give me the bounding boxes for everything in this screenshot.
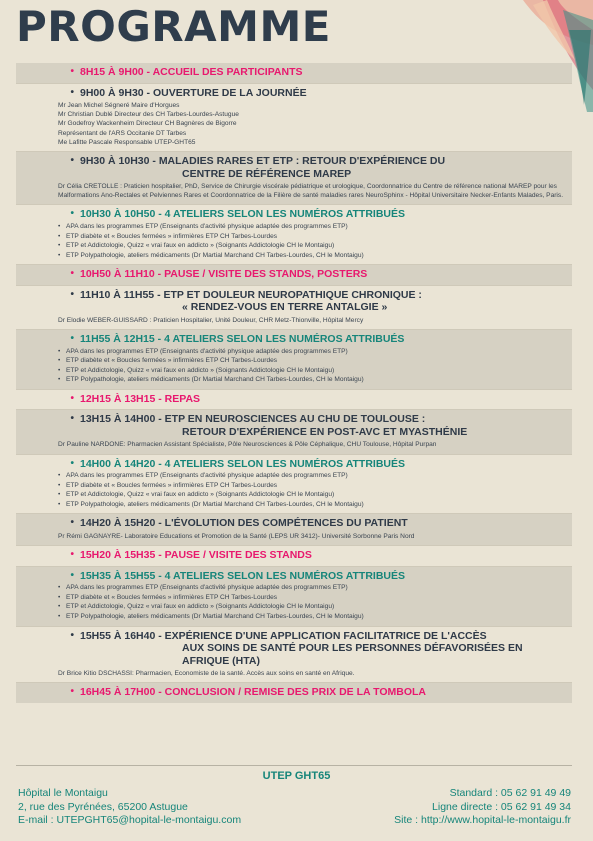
- speaker-line: Mr Godefroy Wackenheim Directeur CH Bagnères de Bigorre: [58, 120, 237, 128]
- programme-list: [16, 63, 572, 703]
- workshop-item: • APA dans les programmes ETP (Enseignants d'activité physique adaptée des programmes ETP): [66, 222, 572, 232]
- session-heading: [16, 458, 572, 471]
- session-time: 8H15 À 9H00: [80, 66, 144, 78]
- session-title: 4 ATELIERS SELON LES NUMÉROS ATTRIBUÉS: [164, 457, 406, 470]
- session-title: OUVERTURE DE LA JOURNÉE: [152, 86, 307, 99]
- session-heading-text: 11H55 À 12H15 - 4 ATELIERS SELON LES NUMÉROS ATTRIBUÉS: [80, 333, 405, 345]
- session-heading: [16, 66, 572, 79]
- session-heading: [16, 208, 572, 221]
- footer-contact-right: [394, 787, 571, 828]
- speaker-line: Représentant de l'ARS Occitanie DT Tarbes: [58, 129, 187, 137]
- footer-contact-left: [18, 787, 241, 828]
- session-block: [16, 513, 572, 545]
- session-block: [16, 626, 572, 683]
- bullet-icon: •: [70, 155, 74, 167]
- session-title-continued: CENTRE DE RÉFÉRENCE MAREP: [182, 167, 352, 180]
- session-time: 13H15 À 14H00: [80, 413, 156, 426]
- session-heading-text: 11H10 À 11H55 - ETP ET DOULEUR NEUROPATHIQUE CHRONIQUE : « RENDEZ-VOUS EN TERRE ANTALGIE »: [80, 288, 422, 314]
- session-time: 15H20 À 15H35: [80, 549, 156, 562]
- session-heading: [16, 393, 572, 406]
- speaker-description: Dr Célia CRETOLLE : Praticien hospitalier, PhD, Service de Chirurgie viscérale pédiatrique et urologique, Coordonnatrice du Centre de référence national MAREP pour les Malformations Ano-Rectales et Pelviennes Rares et Coordonnatrice de la Filière de santé maladies rares NeuroSphinx - Hôpital Universitaire Necker-Enfants Malades, Paris.: [58, 183, 564, 200]
- session-time: 9H30 À 10H30: [80, 155, 150, 168]
- speaker-description: Dr Brice Kitio DSCHASSI: Pharmacien, Economiste de la santé. Accès aux soins en santé en Afrique.: [58, 670, 355, 678]
- session-heading: [16, 549, 572, 562]
- session-heading-text: 14H00 À 14H20 - 4 ATELIERS SELON LES NUMÉROS ATTRIBUÉS: [80, 457, 406, 470]
- bullet-icon: •: [70, 288, 74, 300]
- session-title: 4 ATELIERS SELON LES NUMÉROS ATTRIBUÉS: [164, 569, 406, 582]
- session-block: [16, 409, 572, 453]
- workshop-item: • ETP diabète et « Boucles fermées » infirmières ETP CH Tarbes-Lourdes: [66, 356, 572, 366]
- footer-direct-line: Ligne directe : 05 62 91 49 34: [432, 800, 571, 813]
- session-title: ETP EN NEUROSCIENCES AU CHU DE TOULOUSE :: [164, 413, 426, 426]
- session-block: [16, 204, 572, 264]
- footer-org: UTEP GHT65: [262, 770, 331, 782]
- session-heading: [16, 268, 572, 281]
- session-heading-text: 15H20 À 15H35 - PAUSE / VISITE DES STANDS: [80, 549, 312, 562]
- session-title: REPAS: [164, 392, 201, 405]
- bullet-icon: •: [70, 333, 74, 344]
- bullet-icon: •: [70, 392, 74, 404]
- session-time: 9H00 À 9H30: [80, 86, 144, 99]
- session-title: CONCLUSION / REMISE DES PRIX DE LA TOMBOLA: [164, 686, 427, 699]
- speaker-description: Pr Rémi GAGNAYRE- Laboratoire Educations et Promotion de la Santé (LEPS UR 3412)- Université Sorbonne Paris Nord: [58, 532, 415, 540]
- session-title: ACCUEIL DES PARTICIPANTS: [152, 66, 303, 78]
- session-heading-text: 10H30 À 10H50 - 4 ATELIERS SELON LES NUMÉROS ATTRIBUÉS: [80, 208, 406, 221]
- session-block: [16, 329, 572, 389]
- session-title: PAUSE / VISITE DES STANDS: [164, 549, 312, 562]
- session-title-continued: « RENDEZ-VOUS EN TERRE ANTALGIE »: [182, 301, 388, 314]
- page-title: PROGRAMME: [16, 2, 331, 51]
- bullet-icon: •: [70, 86, 74, 98]
- session-block: [16, 566, 572, 626]
- session-heading: [16, 686, 572, 699]
- workshop-list: [16, 347, 572, 385]
- session-heading: [16, 155, 572, 180]
- session-time: 11H10 À 11H55: [80, 288, 155, 301]
- workshop-item: • ETP et Addictologie, Quizz « vrai faux en addicto » (Soignants Addictologie CH le Montaigu): [66, 241, 572, 251]
- speaker-line: Mr Christian Dublé Directeur des CH Tarbes-Lourdes-Astugue: [58, 111, 239, 119]
- workshop-item: • APA dans les programmes ETP (Enseignants d'activité physique adaptée des programmes ETP): [66, 347, 572, 357]
- session-heading-text: 13H15 À 14H00 - ETP EN NEUROSCIENCES AU CHU DE TOULOUSE : RETOUR D'EXPÉRIENCE EN POST-AVC ET MYASTHÉNIE: [80, 413, 468, 438]
- speaker-description: Dr Pauline NARDONE: Pharmacien Assistant Spécialiste, Pôle Neurosciences & Pôle Céphalique, CHU Toulouse, Hôpital Purpan: [58, 441, 437, 449]
- session-time: 15H35 À 15H55: [80, 569, 156, 582]
- session-title: ETP ET DOULEUR NEUROPATHIQUE CHRONIQUE :: [163, 288, 422, 301]
- bullet-icon: •: [70, 517, 74, 529]
- session-time: 15H55 À 16H40: [80, 629, 156, 642]
- session-block: [16, 264, 572, 285]
- session-heading-text: 9H00 À 9H30 - OUVERTURE DE LA JOURNÉE: [80, 86, 307, 99]
- bullet-icon: •: [70, 686, 74, 698]
- session-block: [16, 682, 572, 703]
- workshop-item: • ETP diabète et « Boucles fermées » infirmières ETP CH Tarbes-Lourdes: [66, 481, 572, 491]
- workshop-item: • ETP Polypathologie, ateliers médicaments (Dr Martial Marchand CH Tarbes-Lourdes, CH le Montaigu): [66, 375, 572, 385]
- bullet-icon: •: [70, 208, 74, 220]
- footer-hospital-name: Hôpital le Montaigu: [18, 787, 108, 799]
- workshop-item: • APA dans les programmes ETP (Enseignants d'activité physique adaptée des programmes ETP): [66, 583, 572, 593]
- footer-email[interactable]: E-mail : UTEPGHT65@hopital-le-montaigu.com: [18, 814, 242, 826]
- bullet-icon: •: [70, 268, 74, 280]
- session-heading-text: 16H45 À 17H00 - CONCLUSION / REMISE DES PRIX DE LA TOMBOLA: [80, 686, 427, 699]
- bullet-icon: •: [70, 457, 74, 469]
- session-title-continued: RETOUR D'EXPÉRIENCE EN POST-AVC ET MYASTHÉNIE: [182, 425, 468, 438]
- session-heading: [16, 570, 572, 583]
- workshop-list: [16, 222, 572, 260]
- footer-website[interactable]: Site : http://www.hopital-le-montaigu.fr: [394, 814, 571, 826]
- workshop-item: • ETP et Addictologie, Quizz « vrai faux en addicto » (Soignants Addictologie CH le Montaigu): [66, 366, 572, 376]
- session-title: 4 ATELIERS SELON LES NUMÉROS ATTRIBUÉS: [164, 333, 405, 345]
- workshop-list: [16, 583, 572, 621]
- bullet-icon: •: [70, 413, 74, 425]
- session-title: EXPÉRIENCE D'UNE APPLICATION FACILITATRICE DE L'ACCÈS: [164, 629, 487, 642]
- session-heading-text: 14H20 À 15H20 - L'ÉVOLUTION DES COMPÉTENCES DU PATIENT: [80, 517, 408, 530]
- session-block: [16, 285, 572, 329]
- session-heading: [16, 87, 572, 100]
- session-heading: [16, 289, 572, 314]
- speaker-line: Mr Jean Michel Ségneré Maire d'Horgues: [58, 102, 180, 109]
- bullet-icon: •: [70, 569, 74, 581]
- bullet-icon: •: [70, 549, 74, 561]
- workshop-item: • APA dans les programmes ETP (Enseignants d'activité physique adaptée des programmes ETP): [66, 471, 572, 481]
- session-heading-text: 12H15 À 13H15 - REPAS: [80, 392, 201, 405]
- session-heading-text: 8H15 À 9H00 - ACCUEIL DES PARTICIPANTS: [80, 66, 303, 78]
- session-heading: [16, 413, 572, 438]
- bullet-icon: •: [70, 629, 74, 641]
- bullet-icon: •: [70, 66, 74, 77]
- session-time: 14H00 À 14H20: [80, 457, 156, 470]
- speaker-description: Dr Elodie WEBER-GUISSARD : Praticien Hospitalier, Unité Douleur, CHR Metz-Thionville, Hôpital Mercy: [58, 316, 364, 324]
- session-time: 12H15 À 13H15: [80, 392, 156, 405]
- session-heading: [16, 517, 572, 530]
- session-title: L'ÉVOLUTION DES COMPÉTENCES DU PATIENT: [164, 517, 408, 530]
- footer-standard-phone: Standard : 05 62 91 49 49: [449, 787, 571, 799]
- session-title: PAUSE / VISITE DES STANDS, POSTERS: [164, 268, 368, 281]
- workshop-item: • ETP et Addictologie, Quizz « vrai faux en addicto » (Soignants Addictologie CH le Montaigu): [66, 490, 572, 500]
- session-title-continued: AUX SOINS DE SANTÉ POUR LES PERSONNES DÉFAVORISÉES EN AFRIQUE (HTA): [182, 642, 523, 667]
- session-heading: [16, 630, 572, 668]
- session-time: 14H20 À 15H20: [80, 517, 156, 530]
- session-block: [16, 389, 572, 410]
- session-time: 10H50 À 11H10: [80, 268, 155, 281]
- workshop-item: • ETP Polypathologie, ateliers médicaments (Dr Martial Marchand CH Tarbes-Lourdes, CH le Montaigu): [66, 500, 572, 510]
- session-time: 10H30 À 10H50: [80, 208, 156, 221]
- speaker-list: [16, 99, 572, 147]
- workshop-item: • ETP Polypathologie, ateliers médicaments (Dr Martial Marchand CH Tarbes-Lourdes, CH le Montaigu): [66, 251, 572, 261]
- session-heading-text: 9H30 À 10H30 - MALADIES RARES ET ETP : RETOUR D'EXPÉRIENCE DU CENTRE DE RÉFÉRENCE MAREP: [80, 155, 446, 180]
- workshop-item: • ETP diabète et « Boucles fermées » infirmières ETP CH Tarbes-Lourdes: [66, 232, 572, 242]
- workshop-item: • ETP et Addictologie, Quizz « vrai faux en addicto » (Soignants Addictologie CH le Montaigu): [66, 602, 572, 612]
- session-time: 11H55 À 12H15: [80, 333, 155, 345]
- session-title: 4 ATELIERS SELON LES NUMÉROS ATTRIBUÉS: [164, 208, 406, 221]
- session-block: [16, 545, 572, 566]
- session-block: [16, 151, 572, 204]
- session-block: [16, 63, 572, 83]
- session-heading: [16, 333, 572, 346]
- session-block: [16, 454, 572, 514]
- session-heading-text: 15H35 À 15H55 - 4 ATELIERS SELON LES NUMÉROS ATTRIBUÉS: [80, 569, 406, 582]
- workshop-item: • ETP diabète et « Boucles fermées » infirmières ETP CH Tarbes-Lourdes: [66, 593, 572, 603]
- footer-divider: [16, 765, 572, 766]
- session-time: 16H45 À 17H00: [80, 686, 156, 699]
- workshop-item: • ETP Polypathologie, ateliers médicaments (Dr Martial Marchand CH Tarbes-Lourdes, CH le Montaigu): [66, 612, 572, 622]
- footer-address: 2, rue des Pyrénées, 65200 Astugue: [18, 800, 188, 813]
- session-title: MALADIES RARES ET ETP : RETOUR D'EXPÉRIENCE DU: [158, 155, 446, 168]
- session-heading-text: 10H50 À 11H10 - PAUSE / VISITE DES STANDS, POSTERS: [80, 268, 368, 281]
- session-block: [16, 83, 572, 152]
- workshop-list: [16, 471, 572, 509]
- session-heading-text: 15H55 À 16H40 - EXPÉRIENCE D'UNE APPLICATION FACILITATRICE DE L'ACCÈS AUX SOINS DE SANTÉ POUR LES PERSONNES DÉFAVORISÉES EN AFRIQUE (HTA): [80, 630, 572, 668]
- speaker-line: Me Lafitte Pascale Responsable UTEP-GHT65: [58, 138, 196, 146]
